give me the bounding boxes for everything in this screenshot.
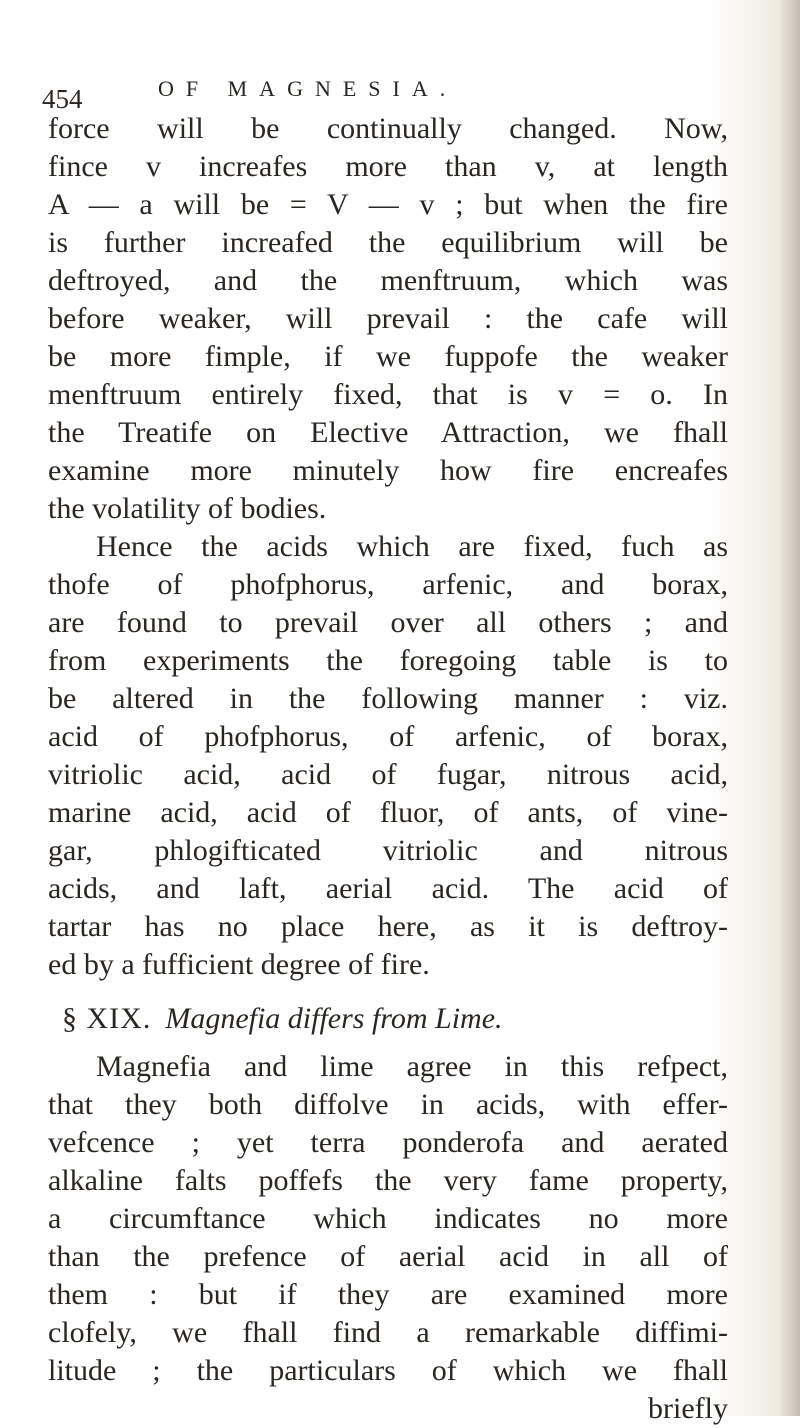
text-line: clofely, we fhall find a remarkable diffimi-: [48, 1316, 728, 1349]
text-line: than the prefence of aerial acid in all of: [48, 1240, 728, 1273]
text-line: litude ; the particulars of which we fhall: [48, 1354, 728, 1387]
text-line: them : but if they are examined more: [48, 1278, 728, 1311]
text-line: tartar has no place here, as it is deftroy-: [48, 910, 728, 943]
text-line: Magnefia and lime agree in this refpect,: [96, 1050, 728, 1083]
running-head: OF MAGNESIA.: [158, 76, 458, 101]
text-line: ed by a fufficient degree of fire.: [48, 948, 430, 981]
text-line: is further increafed the equilibrium will be: [48, 226, 728, 259]
text-line: are found to prevail over all others ; and: [48, 606, 728, 639]
text-line: fince v increafes more than v, at length: [48, 150, 728, 183]
text-line: the Treatife on Elective Attraction, we fhall: [48, 416, 728, 449]
text-line: acids, and laft, aerial acid. The acid of: [48, 872, 728, 905]
section-heading: [62, 1000, 503, 1038]
text-line: examine more minutely how fire encreafes: [48, 454, 728, 487]
text-line: gar, phlogifticated vitriolic and nitrous: [48, 834, 728, 867]
text-line: before weaker, will prevail : the cafe will: [48, 302, 728, 335]
text-line: acid of phofphorus, of arfenic, of borax,: [48, 720, 728, 753]
section-number: § XIX.: [62, 1002, 152, 1035]
text-line: a circumftance which indicates no more: [48, 1202, 728, 1235]
catchword: briefly: [648, 1392, 728, 1425]
page-number: 454: [42, 84, 83, 114]
text-line: be more fimple, if we fuppofe the weaker: [48, 340, 728, 373]
text-line: alkaline falts poffefs the very fame property,: [48, 1164, 728, 1197]
text-line: the volatility of bodies.: [48, 492, 327, 525]
text-line: vitriolic acid, acid of fugar, nitrous acid,: [48, 758, 728, 791]
text-line: deftroyed, and the menftruum, which was: [48, 264, 728, 297]
text-line: vefcence ; yet terra ponderofa and aerated: [48, 1126, 728, 1159]
text-line: marine acid, acid of fluor, of ants, of vine-: [48, 796, 728, 829]
text-line: that they both diffolve in acids, with effer-: [48, 1088, 728, 1121]
text-line: force will be continually changed. Now,: [48, 112, 728, 145]
text-line: thofe of phofphorus, arfenic, and borax,: [48, 568, 728, 601]
text-line: Hence the acids which are fixed, fuch as: [96, 530, 728, 563]
text-line: be altered in the following manner : viz.: [48, 682, 728, 715]
text-line: A — a will be = V — v ; but when the fire: [48, 188, 728, 221]
page-gutter-shadow: [778, 0, 800, 1416]
text-line: from experiments the foregoing table is to: [48, 644, 728, 677]
text-line: menftruum entirely fixed, that is v = o. In: [48, 378, 728, 411]
section-title: Magnefia differs from Lime.: [165, 1002, 503, 1035]
